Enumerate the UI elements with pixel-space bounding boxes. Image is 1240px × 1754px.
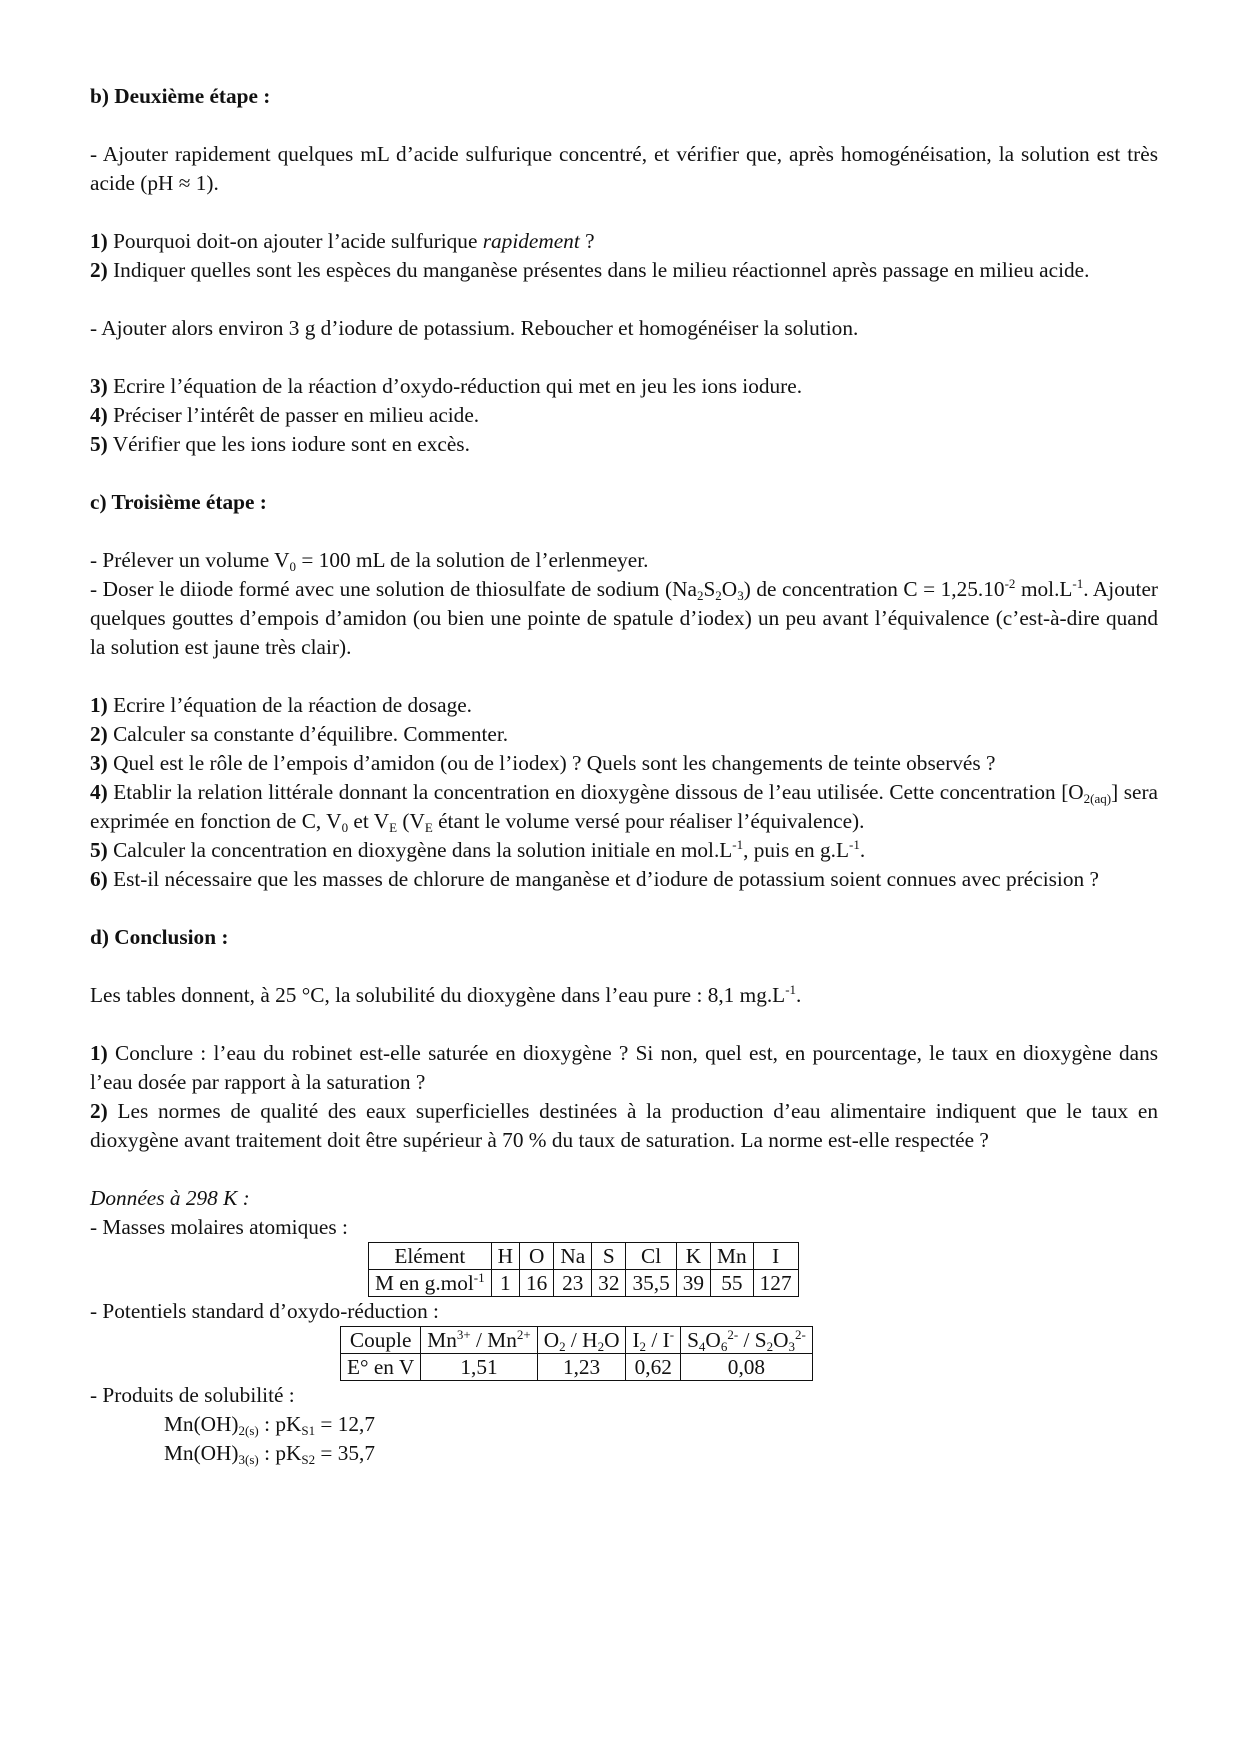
section-d-question-1: 1) Conclure : l’eau du robinet est-elle saturée en dioxygène ? Si non, quel est, en pourcentage, le taux en dioxygène dans l’eau dosée par rapport à la saturation ? bbox=[90, 1041, 1159, 1094]
section-d-intro: Les tables donnent, à 25 °C, la solubilité du dioxygène dans l’eau pure : 8,1 $mg.L^{-1}$. bbox=[90, 982, 802, 1007]
section-c-question-3: 3) Quel est le rôle de l’empois d’amidon (ou de l’iodex) ? Quels sont les changements de teinte observés ? bbox=[90, 751, 996, 775]
table-cell: 127 bbox=[753, 1270, 798, 1297]
section-c-question-1: 1) Ecrire l’équation de la réaction de dosage. bbox=[90, 693, 472, 717]
table-cell: I bbox=[753, 1243, 798, 1270]
document-page bbox=[90, 82, 1158, 1468]
table-cell: $S_4O_6^{2-} / S_2O_3^{2-}$ bbox=[681, 1327, 813, 1354]
table-row bbox=[369, 1243, 799, 1270]
section-c-question-4: 4) Etablir la relation littérale donnant la concentration en dioxygène dissous de l’eau utilisée. Cette concentration $[O_{2(aq)}]$ sera exprimée en fonction de C, $V_0$ et $V_E$ ($V_E$ étant le volume versé pour réaliser l’équivalence). bbox=[90, 780, 1159, 835]
table-cell: 1,51 bbox=[421, 1354, 537, 1381]
section-b-question-5: 5) Vérifier que les ions iodure sont en excès. bbox=[90, 432, 470, 456]
molar-mass-table bbox=[368, 1242, 799, 1297]
section-c-question-5: 5) Calculer la concentration en dioxygène dans la solution initiale en $mol.L^{-1}$, puis en $g.L^{-1}$. bbox=[90, 837, 866, 862]
table-cell: H bbox=[491, 1243, 519, 1270]
table-cell: E° en V bbox=[341, 1354, 421, 1381]
section-b-instruction-1: - Ajouter rapidement quelques mL d’acide sulfurique concentré, et vérifier que, après homogénéisation, la solution est très acide (pH ≈ 1). bbox=[90, 142, 1158, 195]
section-b-instruction-2: - Ajouter alors environ 3 g d’iodure de potassium. Reboucher et homogénéiser la solution. bbox=[90, 316, 859, 340]
table-cell: 1,23 bbox=[537, 1354, 626, 1381]
section-b-question-1: 1) Pourquoi doit-on ajouter l’acide sulfurique rapidement ? bbox=[90, 229, 595, 253]
solubility-ks2: $Mn(OH)_{3(s)}$ : $pK_{S2} = 35,7$ bbox=[164, 1441, 376, 1467]
section-c-instruction-1: - Prélever un volume $V_0 = 100$ mL de la solution de l’erlenmeyer. bbox=[90, 548, 649, 574]
table-row bbox=[369, 1270, 799, 1297]
section-d-title: d) Conclusion : bbox=[90, 925, 229, 949]
solubility-label: - Produits de solubilité : bbox=[90, 1383, 295, 1407]
table-cell: 0,08 bbox=[681, 1354, 813, 1381]
standard-potentials-table bbox=[340, 1326, 813, 1381]
table-cell: 16 bbox=[520, 1270, 554, 1297]
table-cell: Na bbox=[554, 1243, 592, 1270]
table-cell: Couple bbox=[341, 1327, 421, 1354]
table-cell: Mn bbox=[711, 1243, 754, 1270]
section-c-instruction-2: - Doser le diiode formé avec une solution de thiosulfate de sodium $(Na_2S_2O_3)$ de concentration $C = 1,25.10^{-2}$ $mol.L^{-1}$. Ajouter quelques gouttes d’empois d’amidon (ou bien une pointe de spatule d’iodex) un peu avant l’équivalence (c’est-à-dire quand la solution est jaune très clair). bbox=[90, 576, 1158, 659]
section-b-question-2: 2) Indiquer quelles sont les espèces du manganèse présentes dans le milieu réactionnel après passage en milieu acide. bbox=[90, 258, 1090, 282]
donnees-title: Données à 298 K : bbox=[90, 1186, 250, 1210]
table-cell: 23 bbox=[554, 1270, 592, 1297]
table-cell: Cl bbox=[626, 1243, 676, 1270]
solubility-ks1: $Mn(OH)_{2(s)}$ : $pK_{S1} = 12,7$ bbox=[164, 1412, 376, 1438]
table-cell: 0,62 bbox=[626, 1354, 681, 1381]
table-cell: M en g.mol$^{-1}$ bbox=[369, 1270, 492, 1297]
section-b-question-3: 3) Ecrire l’équation de la réaction d’oxydo-réduction qui met en jeu les ions iodure. bbox=[90, 374, 803, 398]
table-cell: $I_2 / I^-$ bbox=[626, 1327, 681, 1354]
table-cell: 39 bbox=[676, 1270, 710, 1297]
table-cell: 35,5 bbox=[626, 1270, 676, 1297]
table-cell: $Mn^{3+} / Mn^{2+}$ bbox=[421, 1327, 537, 1354]
table-cell: 32 bbox=[592, 1270, 626, 1297]
section-d-question-2: 2) Les normes de qualité des eaux superficielles destinées à la production d’eau alimentaire indiquent que le taux en dioxygène avant traitement doit être supérieur à 70 % du taux de saturation. La norme est-elle respectée ? bbox=[90, 1099, 1159, 1152]
table-row bbox=[341, 1327, 813, 1354]
table-cell: $O_2 / H_2O$ bbox=[537, 1327, 626, 1354]
section-c-title: c) Troisième étape : bbox=[90, 490, 267, 514]
potentials-label: - Potentiels standard d’oxydo-réduction : bbox=[90, 1299, 439, 1323]
table-row bbox=[341, 1354, 813, 1381]
masses-label: - Masses molaires atomiques : bbox=[90, 1215, 348, 1239]
table-cell: 1 bbox=[491, 1270, 519, 1297]
table-cell: S bbox=[592, 1243, 626, 1270]
table-cell: Elément bbox=[369, 1243, 492, 1270]
table-cell: O bbox=[520, 1243, 554, 1270]
section-b-title: b) Deuxième étape : bbox=[90, 84, 271, 108]
section-c-question-2: 2) Calculer sa constante d’équilibre. Commenter. bbox=[90, 722, 509, 746]
section-c-question-6: 6) Est-il nécessaire que les masses de chlorure de manganèse et d’iodure de potassium soient connues avec précision ? bbox=[90, 867, 1099, 891]
table-cell: 55 bbox=[711, 1270, 754, 1297]
table-cell: K bbox=[676, 1243, 710, 1270]
section-b-question-4: 4) Préciser l’intérêt de passer en milieu acide. bbox=[90, 403, 480, 427]
